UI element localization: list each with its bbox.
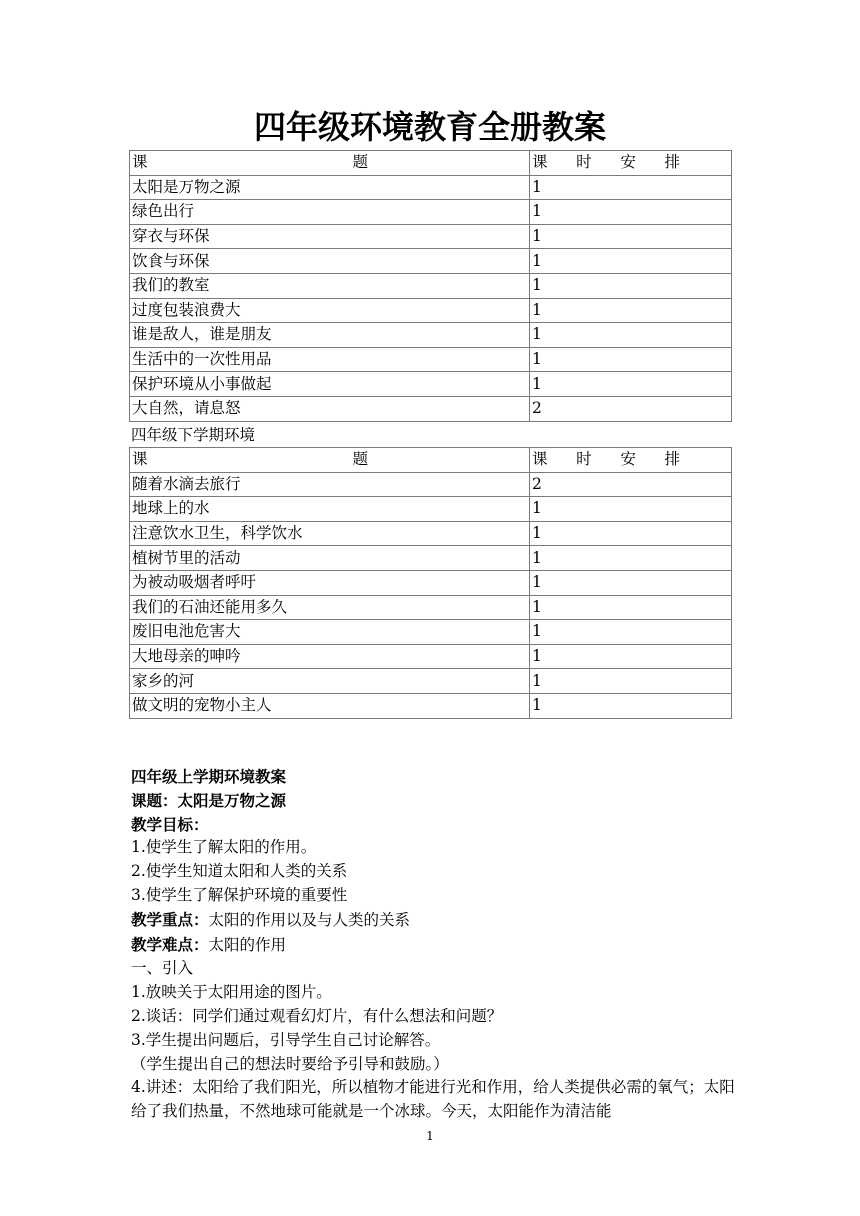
topic-cell: 过度包装浪费大	[130, 298, 530, 323]
goal-item: 2.使学生知道太阳和人类的关系	[131, 862, 348, 881]
lower-term-schedule-table	[129, 447, 732, 719]
goal-item: 3.使学生了解保护环境的重要性	[131, 885, 348, 904]
hours-cell: 1	[530, 200, 732, 225]
hours-cell: 1	[530, 323, 732, 348]
hours-cell: 1	[530, 521, 732, 546]
hours-cell: 1	[530, 224, 732, 249]
table-header-row	[130, 151, 732, 176]
lesson-heading: 四年级上学期环境教案	[131, 767, 287, 786]
table-row	[130, 323, 732, 348]
table-row	[130, 546, 732, 571]
table-row	[130, 249, 732, 274]
topic-cell: 绿色出行	[130, 200, 530, 225]
lower-term-heading: 四年级下学期环境	[131, 426, 256, 444]
hours-cell: 1	[530, 497, 732, 522]
hours-cell: 2	[530, 396, 732, 421]
section-intro: 一、引入	[131, 959, 194, 978]
teacher-note: （学生提出自己的想法时要给予引导和鼓励。）	[131, 1054, 449, 1073]
table-row	[130, 273, 732, 298]
table-row	[130, 620, 732, 645]
table-row	[130, 497, 732, 522]
topic-cell: 家乡的河	[130, 669, 530, 694]
topic-cell: 我们的石油还能用多久	[130, 595, 530, 620]
topic-cell: 废旧电池危害大	[130, 620, 530, 645]
lesson-topic: 课题：太阳是万物之源	[131, 790, 287, 810]
topic-header: 课 题	[132, 450, 368, 469]
lesson-plan-body	[131, 765, 735, 1124]
hours-cell: 2	[530, 472, 732, 497]
hours-cell: 1	[530, 644, 732, 669]
topic-header: 课 题	[132, 153, 368, 172]
table-row	[130, 669, 732, 694]
hours-cell: 1	[530, 175, 732, 200]
step-item: 3.学生提出问题后，引导学生自己讨论解答。	[131, 1030, 441, 1049]
hours-cell: 1	[530, 620, 732, 645]
step-item: 4.讲述：太阳给了我们阳光，所以植物才能进行光和作用，给人类提供必需的氧气；太阳给了我们热量，不然地球可能就是一个冰球。今天，太阳能作为清洁能	[131, 1078, 735, 1121]
hours-header: 课 时 安 排	[532, 450, 680, 469]
table-row	[130, 347, 732, 372]
goal-item: 1.使学生了解太阳的作用。	[131, 838, 317, 857]
hours-header: 课 时 安 排	[532, 153, 680, 172]
topic-cell: 太阳是万物之源	[130, 175, 530, 200]
hours-cell: 1	[530, 347, 732, 372]
topic-cell: 为被动吸烟者呼吁	[130, 570, 530, 595]
focus-text: 太阳的作用以及与人类的关系	[208, 910, 411, 929]
difficulty-label: 教学难点：	[131, 934, 209, 954]
goals-label: 教学目标：	[131, 814, 209, 834]
document-title: 四年级环境教育全册教案	[253, 108, 606, 146]
topic-cell: 注意饮水卫生，科学饮水	[130, 521, 530, 546]
table-row	[130, 175, 732, 200]
hours-cell: 1	[530, 669, 732, 694]
table-row	[130, 570, 732, 595]
hours-cell: 1	[530, 570, 732, 595]
hours-cell: 1	[530, 693, 732, 718]
table-row	[130, 396, 732, 421]
focus-label: 教学重点：	[131, 909, 209, 929]
teaching-focus	[131, 908, 735, 933]
hours-cell: 1	[530, 273, 732, 298]
topic-cell: 大自然，请息怒	[130, 396, 530, 421]
table-row	[130, 372, 732, 397]
topic-cell: 保护环境从小事做起	[130, 372, 530, 397]
topic-cell: 植树节里的活动	[130, 546, 530, 571]
page-number: 1	[426, 1129, 434, 1143]
difficulty-text: 太阳的作用	[208, 935, 287, 954]
table-row	[130, 472, 732, 497]
hours-cell: 1	[530, 546, 732, 571]
topic-cell: 穿衣与环保	[130, 224, 530, 249]
topic-cell: 我们的教室	[130, 273, 530, 298]
hours-cell: 1	[530, 595, 732, 620]
topic-cell: 随着水滴去旅行	[130, 472, 530, 497]
hours-cell: 1	[530, 372, 732, 397]
table-row	[130, 521, 732, 546]
table-row	[130, 224, 732, 249]
table-row	[130, 200, 732, 225]
table-row	[130, 298, 732, 323]
table-row	[130, 644, 732, 669]
topic-cell: 大地母亲的呻吟	[130, 644, 530, 669]
table-row	[130, 693, 732, 718]
topic-cell: 地球上的水	[130, 497, 530, 522]
table-header-row	[130, 448, 732, 473]
topic-cell: 饮食与环保	[130, 249, 530, 274]
step-item: 2.谈话：同学们通过观看幻灯片，有什么想法和问题？	[131, 1006, 503, 1025]
hours-cell: 1	[530, 298, 732, 323]
teaching-difficulty	[131, 933, 735, 958]
table-row	[130, 595, 732, 620]
topic-cell: 做文明的宠物小主人	[130, 693, 530, 718]
step-item: 1.放映关于太阳用途的图片。	[131, 983, 332, 1002]
topic-cell: 生活中的一次性用品	[130, 347, 530, 372]
hours-cell: 1	[530, 249, 732, 274]
upper-term-schedule-table	[129, 150, 732, 422]
topic-cell: 谁是敌人，谁是朋友	[130, 323, 530, 348]
